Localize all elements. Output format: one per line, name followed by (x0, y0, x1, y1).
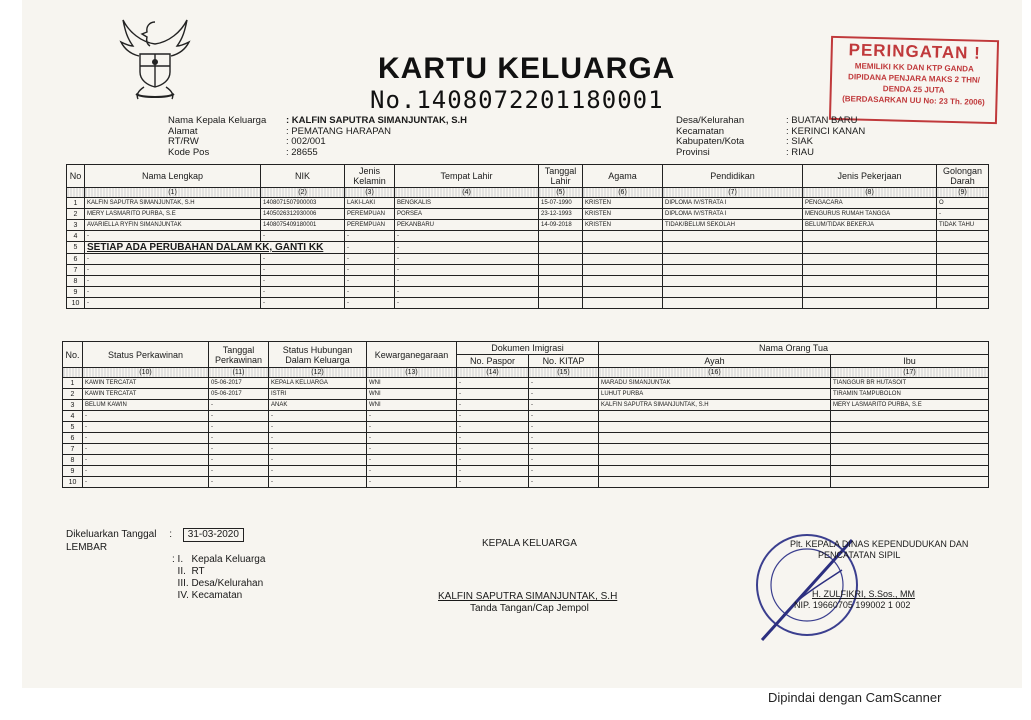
table-cell (599, 477, 831, 488)
table-cell (831, 466, 989, 477)
table-cell: 05-06-2017 (209, 378, 269, 389)
table-cell (803, 298, 937, 309)
table-cell: - (269, 444, 367, 455)
table-cell: BELUM/TIDAK BEKERJA (803, 220, 937, 231)
table-cell: - (83, 444, 209, 455)
table-cell: - (367, 444, 457, 455)
table-cell: - (209, 477, 269, 488)
table-cell (599, 433, 831, 444)
table-cell: - (345, 254, 395, 265)
table-cell: - (83, 455, 209, 466)
table-cell (663, 298, 803, 309)
column-number: (16) (599, 368, 831, 378)
table-cell (539, 265, 583, 276)
meta-label: Nama Kepala Keluarga (168, 115, 267, 126)
table-cell (539, 231, 583, 242)
table-cell: KRISTEN (583, 220, 663, 231)
table-cell: - (457, 411, 529, 422)
row-number: 5 (63, 422, 83, 433)
table-cell: - (85, 287, 261, 298)
table-cell: - (209, 400, 269, 411)
meta-label: Kecamatan (676, 125, 725, 137)
camscanner-watermark: Dipindai dengan CamScanner (768, 690, 942, 705)
table-cell: - (269, 466, 367, 477)
row-number: 6 (67, 254, 85, 265)
table-cell: MENGURUS RUMAH TANGGA (803, 209, 937, 220)
table-cell: - (367, 411, 457, 422)
column-number: (12) (269, 368, 367, 378)
meta-label: RT/RW (168, 136, 199, 147)
issued-date: 31-03-2020 (183, 528, 244, 542)
table-cell: - (261, 265, 345, 276)
table-cell (937, 242, 989, 254)
row-number: 9 (67, 287, 85, 298)
table-cell: - (261, 287, 345, 298)
table-row (67, 298, 989, 309)
table-cell: - (367, 455, 457, 466)
column-header: No. Paspor (457, 355, 529, 368)
table-row (67, 265, 989, 276)
table-cell: - (457, 389, 529, 400)
row-number: 7 (63, 444, 83, 455)
table-cell: - (85, 276, 261, 287)
table-cell (937, 298, 989, 309)
table-row (67, 209, 989, 220)
household-meta-right (676, 116, 865, 158)
table-cell: - (345, 231, 395, 242)
table-cell: - (395, 298, 539, 309)
warning-box (829, 36, 999, 124)
table-row (67, 220, 989, 231)
table-cell: - (269, 477, 367, 488)
kepala-keluarga-label: KEPALA KELUARGA (482, 538, 577, 549)
row-number: 4 (67, 231, 85, 242)
table-cell: - (209, 444, 269, 455)
table-cell (663, 276, 803, 287)
meta-value: : BUATAN BARU (786, 115, 858, 126)
table-row (63, 433, 989, 444)
column-header: No. KITAP (529, 355, 599, 368)
table-cell (831, 433, 989, 444)
table-row (63, 477, 989, 488)
table-cell: - (83, 477, 209, 488)
column-number: (15) (529, 368, 599, 378)
table-row (67, 231, 989, 242)
meta-label: Kode Pos (168, 146, 210, 158)
table-row (63, 400, 989, 411)
table-cell: - (85, 265, 261, 276)
column-header: Dokumen Imigrasi (457, 342, 599, 355)
row-number: 3 (63, 400, 83, 411)
kepala-keluarga-name: KALFIN SAPUTRA SIMANJUNTAK, S.H (438, 591, 618, 602)
table-cell: 23-12-1993 (539, 209, 583, 220)
row-number: 4 (63, 411, 83, 422)
column-header: No. (63, 342, 83, 368)
table-cell: - (395, 231, 539, 242)
table-cell: - (83, 422, 209, 433)
meta-value: : 002/001 (286, 136, 326, 147)
official-nip: NIP. 19660705 199002 1 002 (794, 600, 911, 610)
table-cell (831, 444, 989, 455)
row-number: 8 (67, 276, 85, 287)
table-cell (599, 411, 831, 422)
table-cell (803, 265, 937, 276)
table-cell (663, 287, 803, 298)
row-number: 8 (63, 455, 83, 466)
row-number: 9 (63, 466, 83, 477)
column-number: (13) (367, 368, 457, 378)
table-cell: - (457, 400, 529, 411)
table-cell: PEREMPUAN (345, 209, 395, 220)
column-header: Status Perkawinan (83, 342, 209, 368)
official-title: Plt. KEPALA DINAS KEPENDUDUKAN DAN (790, 539, 969, 549)
row-number: 5 (67, 242, 85, 254)
table-cell: - (457, 455, 529, 466)
row-number: 1 (67, 198, 85, 209)
meta-value: : KALFIN SAPUTRA SIMANJUNTAK, S.H (286, 115, 468, 126)
column-header: Jenis Kelamin (345, 165, 395, 188)
column-header: Ibu (831, 355, 989, 368)
column-header: Tanggal Lahir (539, 165, 583, 188)
warning-line: DENDA 25 JUTA (882, 84, 945, 95)
table-cell: - (395, 265, 539, 276)
table-cell: - (529, 433, 599, 444)
lembar-item: IV. Kecamatan (172, 590, 243, 601)
row-number: 1 (63, 378, 83, 389)
table-cell: - (529, 400, 599, 411)
meta-value: : RIAU (786, 146, 814, 158)
table-cell: KALFIN SAPUTRA SIMANJUNTAK, S.H (599, 400, 831, 411)
table-cell: 1408075409180001 (261, 220, 345, 231)
table-row (63, 389, 989, 400)
signature-caption: Tanda Tangan/Cap Jempol (470, 603, 589, 614)
table-cell (539, 276, 583, 287)
table-cell (583, 276, 663, 287)
table-cell (539, 242, 583, 254)
table-cell: - (83, 411, 209, 422)
table-cell: - (529, 389, 599, 400)
column-header: Nama Orang Tua (599, 342, 989, 355)
family-status-table (62, 341, 989, 488)
table-cell: 05-06-2017 (209, 389, 269, 400)
household-meta-left (168, 116, 467, 158)
table-cell: LUHUT PURBA (599, 389, 831, 400)
table-cell: - (269, 422, 367, 433)
table-cell (803, 287, 937, 298)
table-cell: DIPLOMA IV/STRATA I (663, 209, 803, 220)
column-number: (4) (395, 188, 539, 198)
table-cell (663, 231, 803, 242)
row-number: 10 (63, 477, 83, 488)
table-cell (803, 254, 937, 265)
column-number: (11) (209, 368, 269, 378)
warning-line: MEMILIKI KK DAN KTP GANDA (854, 61, 974, 74)
row-number: 3 (67, 220, 85, 231)
issue-info (66, 528, 265, 602)
table-cell: - (529, 477, 599, 488)
table-cell: 15-07-1990 (539, 198, 583, 209)
meta-value: : SIAK (786, 136, 813, 147)
table-cell: TIRAMIN TAMPUBOLON (831, 389, 989, 400)
table-cell (831, 455, 989, 466)
table-row (67, 276, 989, 287)
table-cell: - (395, 254, 539, 265)
table-cell (831, 411, 989, 422)
table-cell: - (261, 254, 345, 265)
column-number: (7) (663, 188, 803, 198)
table-cell (663, 265, 803, 276)
table-cell: - (457, 466, 529, 477)
table-cell: - (83, 466, 209, 477)
table-cell (663, 242, 803, 254)
column-header: No (67, 165, 85, 188)
table-cell: - (261, 298, 345, 309)
warning-line: (BERDASARKAN UU No: 23 Th. 2006) (842, 94, 985, 107)
meta-label: Desa/Kelurahan (676, 115, 745, 126)
table-cell: - (457, 378, 529, 389)
meta-value: : PEMATANG HARAPAN (286, 125, 392, 137)
column-header: Jenis Pekerjaan (803, 165, 937, 188)
table-cell: O (937, 198, 989, 209)
official-name: H. ZULFIKRI, S.Sos., MM (812, 589, 916, 599)
table-cell: - (395, 287, 539, 298)
warning-title: PERINGATAN ! (848, 40, 982, 63)
table-row (63, 422, 989, 433)
table-cell: - (85, 254, 261, 265)
table-cell (831, 422, 989, 433)
table-cell (599, 444, 831, 455)
table-cell: TIDAK TAHU (937, 220, 989, 231)
table-cell: - (269, 455, 367, 466)
table-row (63, 411, 989, 422)
column-number: (1) (85, 188, 261, 198)
column-header: Pendidikan (663, 165, 803, 188)
table-cell: - (395, 242, 539, 254)
table-cell: MERY LASMARITO PURBA, S.E (85, 209, 261, 220)
table-cell (831, 477, 989, 488)
column-number: (10) (83, 368, 209, 378)
official-title-2: PENCATATAN SIPIL (818, 550, 901, 560)
table-cell (539, 254, 583, 265)
table-cell: ISTRI (269, 389, 367, 400)
table-cell: ANAK (269, 400, 367, 411)
row-number: 2 (67, 209, 85, 220)
table-cell (803, 276, 937, 287)
table-cell: - (209, 433, 269, 444)
table-cell (803, 242, 937, 254)
table-cell: 1405026312930006 (261, 209, 345, 220)
table-cell (803, 231, 937, 242)
table-cell: KAWIN TERCATAT (83, 389, 209, 400)
table-cell: PORSEA (395, 209, 539, 220)
table-cell: KALFIN SAPUTRA SIMANJUNTAK, S.H (85, 198, 261, 209)
column-number: (8) (803, 188, 937, 198)
table-cell: - (457, 444, 529, 455)
table-row (67, 287, 989, 298)
column-header: Kewarganegaraan (367, 342, 457, 368)
column-number: (17) (831, 368, 989, 378)
table-cell (583, 254, 663, 265)
table-row (67, 242, 989, 254)
issued-colon: : (169, 529, 172, 540)
column-number: (14) (457, 368, 529, 378)
table-cell: - (529, 466, 599, 477)
column-header: Agama (583, 165, 663, 188)
column-number: (9) (937, 188, 989, 198)
table-cell (539, 287, 583, 298)
table-cell: - (209, 466, 269, 477)
table-cell: - (457, 477, 529, 488)
document-title: KARTU KELUARGA (378, 52, 676, 85)
table-cell: - (269, 411, 367, 422)
lembar-item: : I. Kepala Keluarga (172, 554, 266, 565)
meta-value: : KERINCI KANAN (786, 125, 866, 137)
table-cell (583, 265, 663, 276)
table-cell (937, 231, 989, 242)
column-header: Ayah (599, 355, 831, 368)
table-cell: - (457, 422, 529, 433)
table-cell: PENGACARA (803, 198, 937, 209)
table-cell: WNI (367, 378, 457, 389)
column-header: Nama Lengkap (85, 165, 261, 188)
column-header: Status Hubungan Dalam Keluarga (269, 342, 367, 368)
table-cell (937, 265, 989, 276)
table-cell: LAKI-LAKI (345, 198, 395, 209)
table-cell (937, 287, 989, 298)
table-cell: - (261, 231, 345, 242)
meta-label: Alamat (168, 125, 198, 137)
table-cell (583, 231, 663, 242)
table-cell: - (457, 433, 529, 444)
table-cell: MERY LASMARITO PURBA, S.E (831, 400, 989, 411)
table-cell: BELUM KAWIN (83, 400, 209, 411)
warning-line: DIPIDANA PENJARA MAKS 2 THN/ (848, 72, 981, 85)
table-cell: KEPALA KELUARGA (269, 378, 367, 389)
table-cell: WNI (367, 400, 457, 411)
table-cell: KAWIN TERCATAT (83, 378, 209, 389)
table-cell: - (367, 433, 457, 444)
meta-value: : 28655 (286, 146, 318, 158)
row-number: 2 (63, 389, 83, 400)
table-cell: 1408071507900003 (261, 198, 345, 209)
table-cell: - (345, 298, 395, 309)
column-header: Tempat Lahir (395, 165, 539, 188)
family-members-table (66, 164, 989, 309)
table-row (67, 254, 989, 265)
table-cell: - (529, 444, 599, 455)
table-cell: SETIAP ADA PERUBAHAN DALAM KK, GANTI KK (85, 242, 345, 254)
table-cell: DIPLOMA IV/STRATA I (663, 198, 803, 209)
table-cell: - (85, 231, 261, 242)
column-number (67, 188, 85, 198)
table-cell: - (261, 276, 345, 287)
table-row (63, 378, 989, 389)
table-cell: - (937, 209, 989, 220)
table-cell: PEREMPUAN (345, 220, 395, 231)
table-cell: KRISTEN (583, 198, 663, 209)
table-row (63, 466, 989, 477)
lembar-label: LEMBAR (66, 542, 108, 553)
table-cell: TIDAK/BELUM SEKOLAH (663, 220, 803, 231)
table-row (63, 455, 989, 466)
table-cell (599, 466, 831, 477)
meta-label: Kabupaten/Kota (676, 136, 745, 147)
kk-number: No.1408072201180001 (370, 86, 664, 114)
table-cell (599, 455, 831, 466)
table-cell (583, 287, 663, 298)
table-cell: - (529, 422, 599, 433)
garuda-emblem-icon (110, 14, 200, 104)
table-cell (599, 422, 831, 433)
table-cell: - (529, 455, 599, 466)
table-cell: - (529, 411, 599, 422)
table-cell: - (367, 422, 457, 433)
table-cell (539, 298, 583, 309)
table-cell: - (209, 455, 269, 466)
table-cell: - (85, 298, 261, 309)
table-cell: PEKANBARU (395, 220, 539, 231)
table-cell (937, 276, 989, 287)
lembar-item: III. Desa/Kelurahan (172, 578, 264, 589)
column-number: (2) (261, 188, 345, 198)
table-cell: AVARIELLA RYFIN SIMANJUNTAK (85, 220, 261, 231)
table-cell: TIANGGUR BR HUTASOIT (831, 378, 989, 389)
table-cell: - (209, 411, 269, 422)
table-cell: 14-09-2018 (539, 220, 583, 231)
table-cell: - (395, 276, 539, 287)
table-cell: - (83, 433, 209, 444)
table-row (67, 198, 989, 209)
table-cell (583, 298, 663, 309)
table-cell: - (345, 265, 395, 276)
column-header: NIK (261, 165, 345, 188)
table-cell: - (209, 422, 269, 433)
table-cell: - (367, 477, 457, 488)
table-cell: - (345, 276, 395, 287)
table-cell (937, 254, 989, 265)
table-cell (583, 242, 663, 254)
lembar-item: II. RT (172, 566, 205, 577)
table-cell (663, 254, 803, 265)
table-cell: KRISTEN (583, 209, 663, 220)
row-number: 6 (63, 433, 83, 444)
table-cell: - (269, 433, 367, 444)
table-cell: - (529, 378, 599, 389)
table-cell: - (345, 287, 395, 298)
table-cell: - (345, 242, 395, 254)
table-cell: BENGKALIS (395, 198, 539, 209)
column-header: Golongan Darah (937, 165, 989, 188)
column-number: (6) (583, 188, 663, 198)
issued-label: Dikeluarkan Tanggal (66, 529, 157, 540)
column-number (63, 368, 83, 378)
meta-label: Provinsi (676, 146, 710, 158)
table-cell: MARADU SIMANJUNTAK (599, 378, 831, 389)
table-row (63, 444, 989, 455)
column-header: Tanggal Perkawinan (209, 342, 269, 368)
table-cell: WNI (367, 389, 457, 400)
table-cell: - (367, 466, 457, 477)
row-number: 10 (67, 298, 85, 309)
column-number: (5) (539, 188, 583, 198)
row-number: 7 (67, 265, 85, 276)
column-number: (3) (345, 188, 395, 198)
